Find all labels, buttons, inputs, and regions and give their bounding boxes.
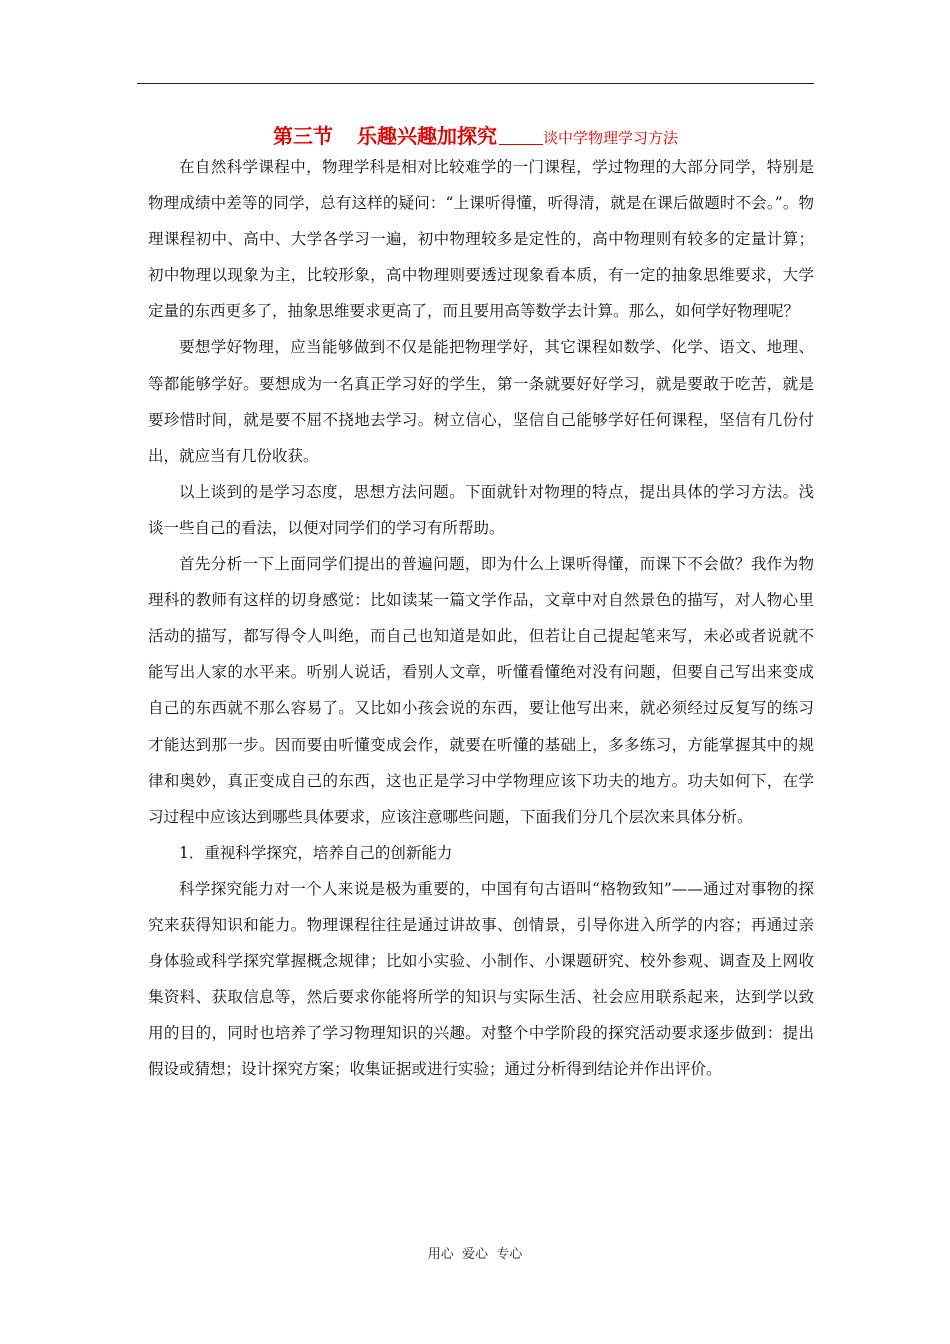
paragraph-1: 在自然科学课程中，物理学科是相对比较难学的一门课程，学过物理的大部分同学，特别是物理成绩中差等的同学，总有这样的疑问：“上课听得懂，听得清，就是在课后做题时不会。”。物理课程初中、高中、大学各学习一遍，初中物理较多是定性的，高中物理则有较多的定量计算；初中物理以现象为主，比较形象，高中物理则要透过现象看本质，有一定的抽象思维要求，大学定量的东西更多了，抽象思维要求更高了，而且要用高等数学去计算。那么，如何学好物理呢？ [148,158,814,321]
paragraph-2: 要想学好物理，应当能够做到不仅是能把物理学好，其它课程如数学、化学、语文、地理、等都能够学好。要想成为一名真正学习好的学生，第一条就要好好学习，就是要敢于吃苦，就是要珍惜时间，就是要不屈不挠地去学习。树立信心，坚信自己能够学好任何课程，坚信有几份付出，就应当有几份收获。 [148,338,814,465]
title-section: 第三节 [272,124,333,148]
paragraph-4: 首先分析一下上面同学们提出的普遍问题，即为什么上课听得懂，而课下不会做？我作为物理科的教师有这样的切身感觉：比如读某一篇文学作品，文章中对自然景色的描写，对人物心里活动的描写，都写得令人叫绝，而自己也知道是如此，但若让自己提起笔来写，未必或者说就不能写出人家的水平来。听别人说话，看别人文章，听懂看懂绝对没有问题，但要自己写出来变成自己的东西就不那么容易了。又比如小孩会说的东西，要让他写出来，就必须经过反复写的练习才能达到那一步。因而要由听懂变成会作，就要在听懂的基础上，多多练习，方能掌握其中的规律和奥妙，真正变成自己的东西，这也正是学习中学物理应该下功夫的地方。功夫如何下，在学习过程中应该达到哪些具体要求，应该注意哪些问题，下面我们分几个层次来具体分析。 [148,555,814,826]
page-footer: 用心 爱心 专心 [427,1247,523,1262]
title-underline [499,126,543,145]
article-body [148,149,814,1087]
title-subtitle: 谈中学物理学习方法 [542,129,678,147]
page-title [137,120,814,149]
paragraph-5: 科学探究能力对一个人来说是极为重要的，中国有句古语叫“格物致知”——通过对事物的探究来获得知识和能力。物理课程往往是通过讲故事、创情景，引导你进入所学的内容；再通过亲身体验或科学探究掌握概念规律；比如小实验、小制作、小课题研究、校外参观、调查及上网收集资料、获取信息等，然后要求你能将所学的知识与实际生活、社会应用联系起来，达到学以致用的目的，同时也培养了学习物理知识的兴趣。对整个中学阶段的探究活动要求逐步做到：提出假设或猜想；设计探究方案；收集证据或进行实验；通过分析得到结论并作出评价。 [148,879,814,1079]
title-main: 乐趣兴趣加探究 [356,124,497,148]
paragraph-3: 以上谈到的是学习态度，思想方法问题。下面就针对物理的特点，提出具体的学习方法。浅谈一些自己的看法，以便对同学们的学习有所帮助。 [148,482,814,537]
section-heading-1: 1．重视科学探究，培养自己的创新能力 [179,843,453,862]
header-rule [137,83,814,84]
